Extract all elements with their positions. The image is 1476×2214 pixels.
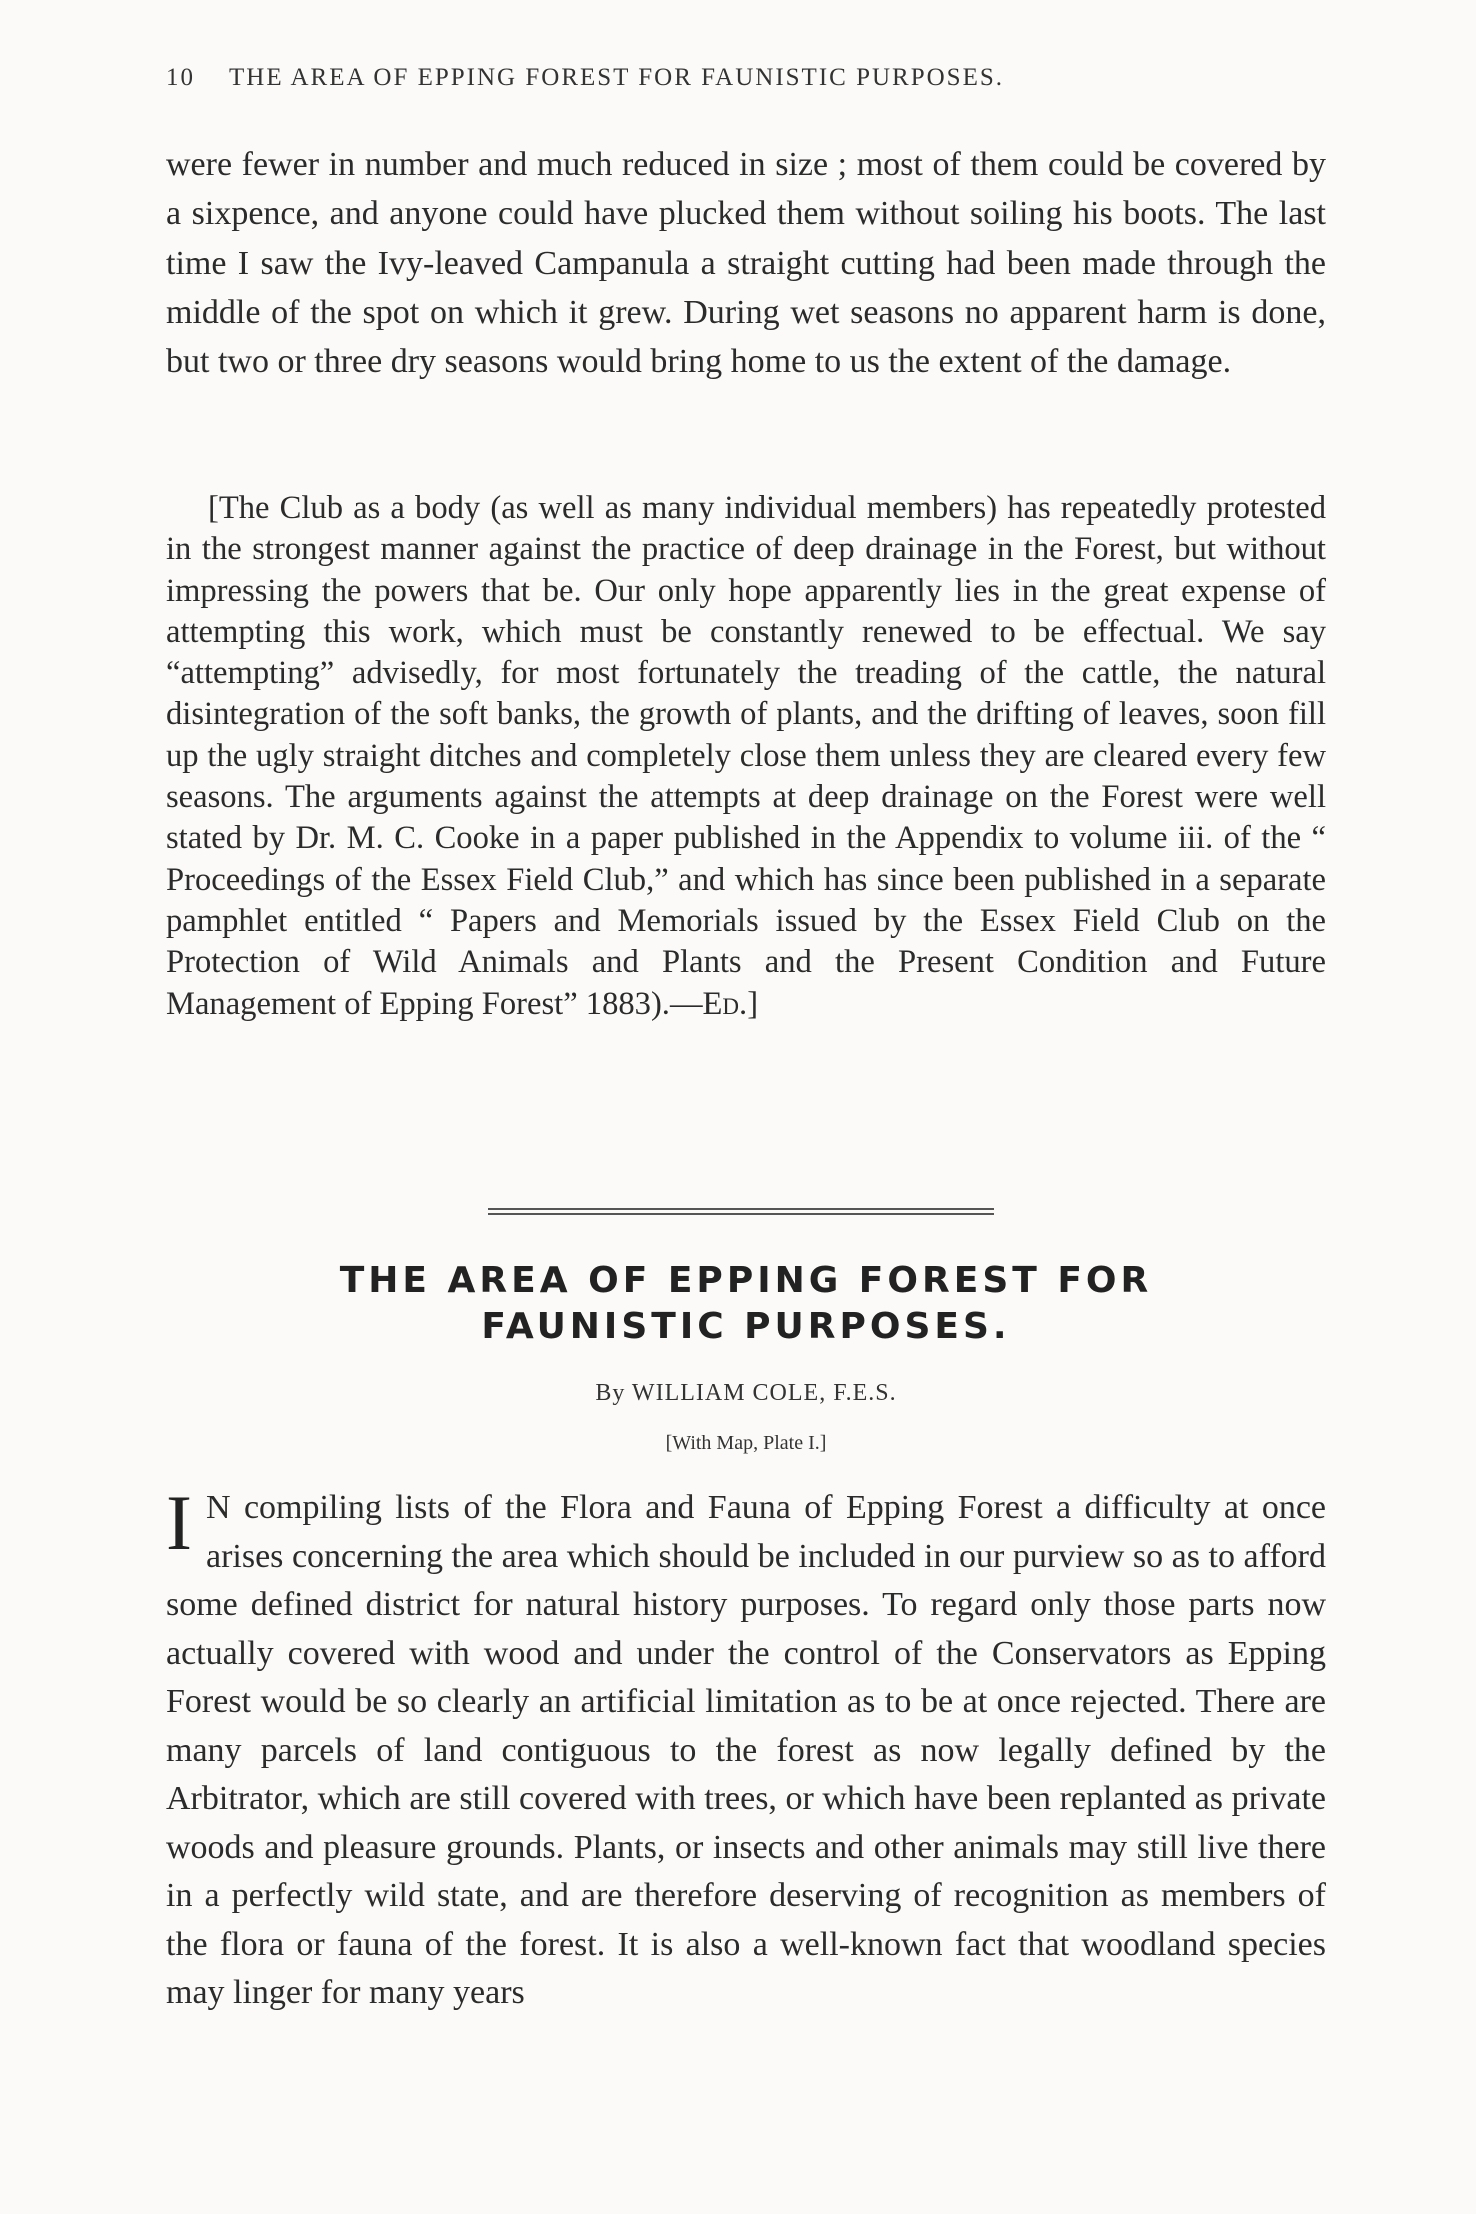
article-body-text: N compiling lists of the Flora and Fauna of Epping Forest a difficulty at once arises concerning the area which should be included in our purview so as to afford some defined district for natural history purposes. To regard only those parts now actually covered with wood and under the control of the Conservators as Epping Forest would be so clearly an artificial limitation as to be at once rejected. There are many parcels of land contiguous to the forest as now legally defined by the Arbitrator, which are still covered with trees, or which have been replanted as private woods and pleasure grounds. Plants, or insects and other animals may still live there in a perfectly wild state, and are therefore deserving of recognition as members of the flora or fauna of the forest. It is also a well-known fact that woodland species may linger for many years xyxy=(166,1489,1326,2011)
editor-note-block xyxy=(166,488,1326,1025)
editor-note-text: [The Club as a body (as well as many individual members) has repeatedly protested in the strongest manner against the practice of deep drainage in the Forest, but without impressing the powers that be. Our only hope apparently lies in the great expense of attempting this work, which must be constantly renewed to be effectual. We say “attempting” advisedly, for most fortunately the treading of the cattle, the natural disintegration of the soft banks, the growth of plants, and the drifting of leaves, soon fill up the ugly straight ditches and completely close them unless they are cleared every few seasons. The arguments against the attempts at deep drainage on the Forest were well stated by Dr. M. C. Cooke in a paper published in the Appendix to volume iii. of the “ Proceedings of the Essex Field Club,” and which has since been published in a separate pamphlet entitled “ Papers and Memorials issued by the Essex Field Club on the Protection of Wild Animals and Plants and the Present Condition and Future Management of Epping Forest” 1883).— xyxy=(166,490,1326,1022)
article-body-paragraph xyxy=(166,1479,1326,2018)
article-title xyxy=(166,1258,1326,1350)
continued-paragraph: were fewer in number and much reduced in size ; most of them could be covered by a sixpence, and anyone could have plucked them without soiling his boots. The last time I saw the Ivy-leaved Campanula a straight cutting had been made through the middle of the spot on which it grew. During wet seasons no apparent harm is done, but two or three dry seasons would bring home to us the extent of the damage. xyxy=(166,146,1326,381)
article-byline: By WILLIAM COLE, F.E.S. xyxy=(595,1380,897,1406)
article-body-block xyxy=(166,1479,1326,2018)
running-header xyxy=(166,64,1226,92)
section-divider-rule xyxy=(488,1208,994,1215)
editor-signature: Ed. xyxy=(702,985,748,1022)
map-plate-note: [With Map, Plate I.] xyxy=(665,1432,827,1454)
page-number: 10 xyxy=(166,64,195,91)
editor-note-paragraph xyxy=(166,488,1326,1025)
editor-note-closing: ] xyxy=(747,985,759,1022)
running-title: THE AREA OF EPPING FOREST FOR FAUNISTIC PURPOSES. xyxy=(229,64,1005,91)
drop-cap: I xyxy=(166,1479,192,1566)
article-title-line-1: THE AREA OF EPPING FOREST FOR xyxy=(339,1260,1153,1301)
continued-paragraph-block xyxy=(166,140,1326,386)
article-title-line-2: FAUNISTIC PURPOSES. xyxy=(481,1306,1011,1347)
